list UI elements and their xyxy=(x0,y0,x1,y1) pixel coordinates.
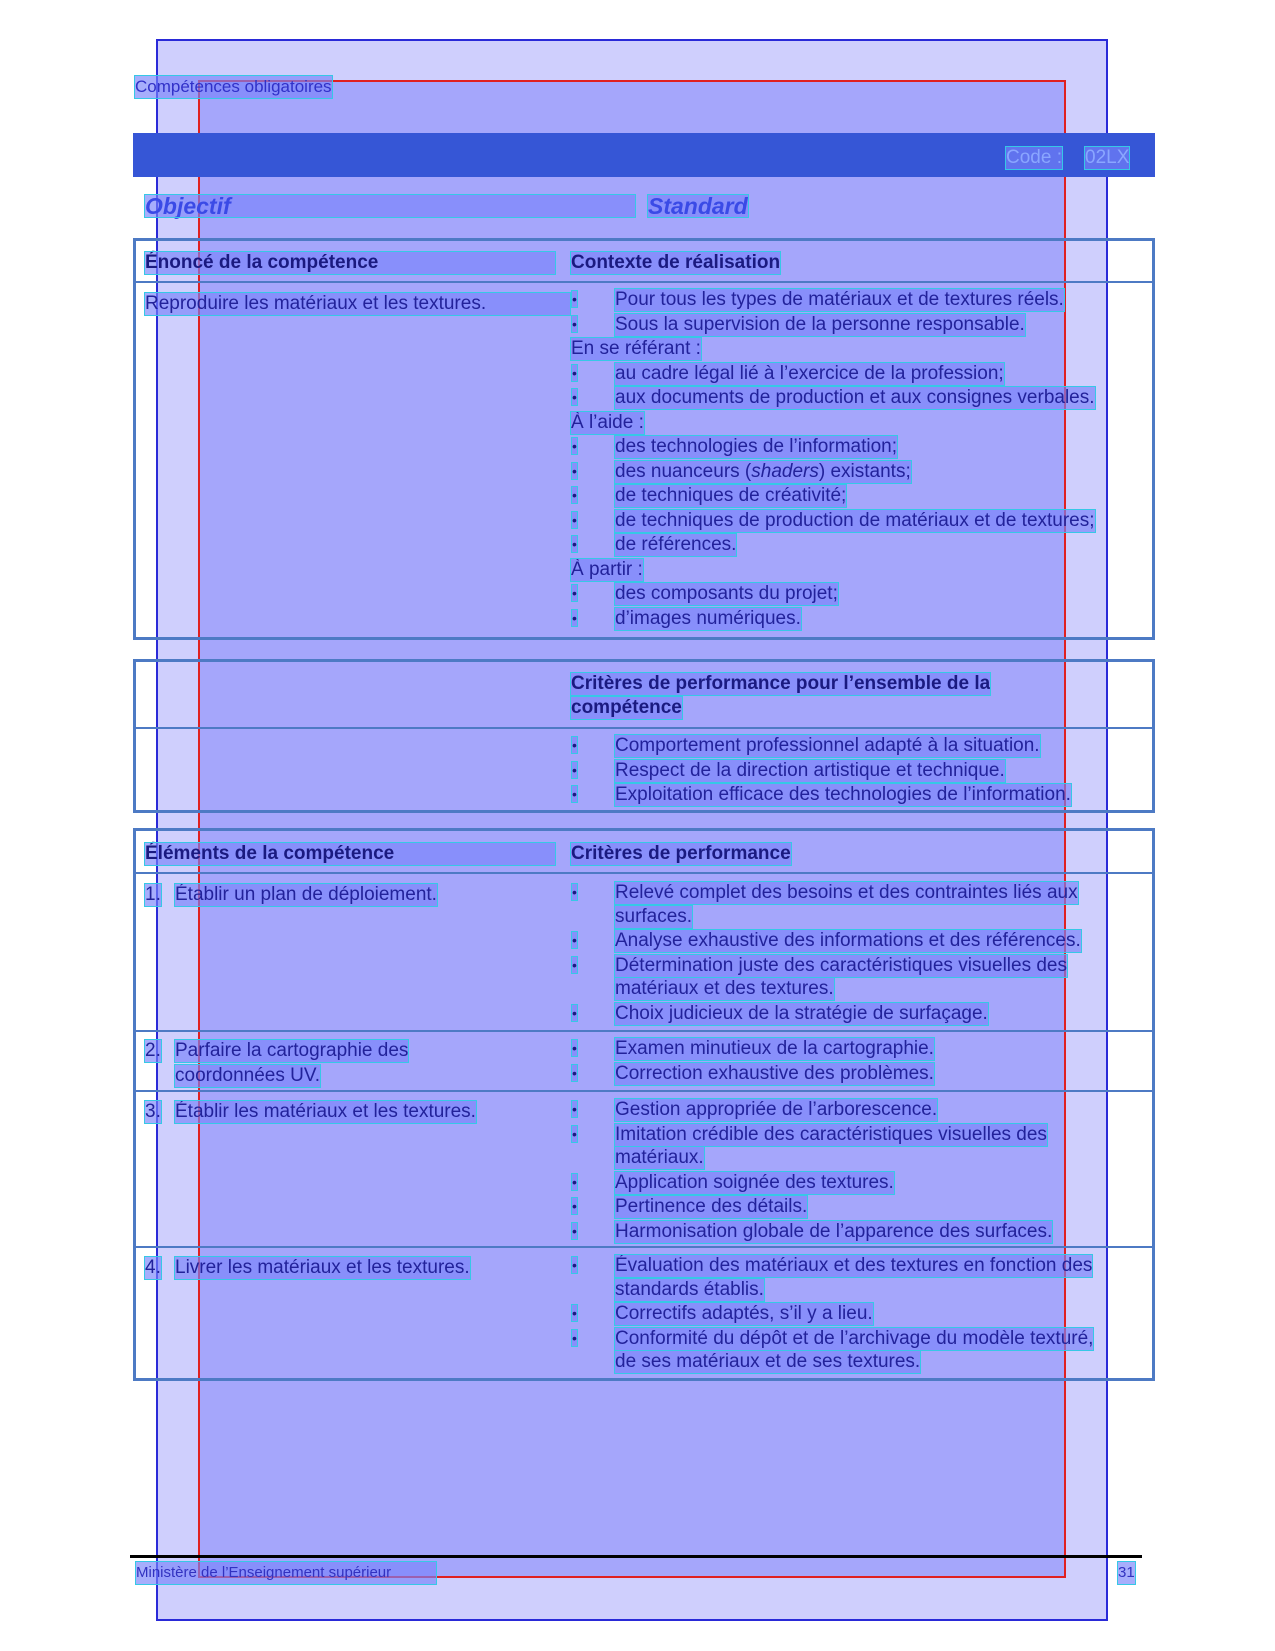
critere-item: Pertinence des détails. xyxy=(615,1196,808,1217)
elements-col-title: Éléments de la compétence xyxy=(145,843,555,865)
heading-objectif: Objectif xyxy=(145,195,635,217)
bullet-icon: • xyxy=(572,932,577,948)
contexte-subheading: À partir : xyxy=(571,558,643,580)
row-divider-3 xyxy=(133,1246,1155,1248)
critere-item: Conformité du dépôt et de l’archivage du modèle texturé, xyxy=(615,1327,1094,1349)
bullet-icon: • xyxy=(572,487,577,503)
critere-item: de ses matériaux et de ses textures. xyxy=(615,1351,921,1372)
element-label: Livrer les matériaux et les textures. xyxy=(175,1257,470,1278)
competence-statement: Reproduire les matériaux et les textures. xyxy=(145,293,570,315)
bullet-icon: • xyxy=(572,884,577,900)
bullet-icon: • xyxy=(572,364,577,381)
contexte-item: d’images numériques. xyxy=(615,607,801,629)
criteres-ensemble-item: Exploitation efficace des technologies de l’information. xyxy=(615,784,1071,805)
contexte-item: de techniques de production de matériaux et de textures; xyxy=(615,509,1095,531)
critere-item: Gestion appropriée de l’arborescence. xyxy=(615,1099,938,1120)
critere-item: Imitation crédible des caractéristiques visuelles des xyxy=(615,1123,1047,1145)
bullet-icon: • xyxy=(572,438,577,454)
bullet-icon: • xyxy=(572,1305,577,1321)
element-label: coordonnées UV. xyxy=(175,1064,321,1086)
critere-item: Examen minutieux de la cartographie. xyxy=(615,1038,934,1059)
code-label: Code : xyxy=(1006,147,1062,168)
bullet-icon: • xyxy=(572,1173,577,1190)
bullet-icon: • xyxy=(572,315,577,332)
critere-item: standards établis. xyxy=(615,1278,764,1300)
row-divider-1 xyxy=(133,1030,1155,1032)
criteres-ensemble-divider xyxy=(133,727,1155,729)
row-divider-2 xyxy=(133,1090,1155,1092)
bullet-icon: • xyxy=(572,1257,577,1273)
critere-item: Détermination juste des caractéristiques visuelles des xyxy=(615,954,1067,976)
contexte-col-title: Contexte de réalisation xyxy=(571,252,781,273)
bullet-icon: • xyxy=(572,761,577,778)
heading-standard: Standard xyxy=(648,193,748,219)
bullet-icon: • xyxy=(572,1329,577,1346)
criteres-ensemble-title-1: Critères de performance pour l’ensemble de la xyxy=(571,673,991,694)
bullet-icon: • xyxy=(572,1004,577,1021)
element-number: 2. xyxy=(145,1040,161,1061)
enonce-col-title: Énoncé de la compétence xyxy=(145,252,555,274)
critere-item: Analyse exhaustive des informations et des références. xyxy=(615,930,1081,951)
bullet-icon: • xyxy=(572,1064,577,1081)
critere-item: matériaux. xyxy=(615,1147,704,1168)
element-label: Établir les matériaux et les textures. xyxy=(175,1101,476,1122)
critere-item: Harmonisation globale de l’apparence des surfaces. xyxy=(615,1220,1053,1242)
element-number: 1. xyxy=(145,884,161,905)
contexte-item: au cadre légal lié à l’exercice de la profession; xyxy=(615,362,1004,384)
bullet-icon: • xyxy=(572,511,577,528)
section-title: Compétences obligatoires xyxy=(135,77,332,96)
bullet-icon: • xyxy=(572,737,577,753)
elements-header-divider xyxy=(133,872,1155,874)
bullet-icon: • xyxy=(572,786,577,802)
contexte-subheading: En se référant : xyxy=(571,338,701,359)
footer-ministry: Ministère de l’Enseignement supérieur xyxy=(136,1562,436,1584)
element-label: Établir un plan de déploiement. xyxy=(175,884,437,905)
criteres-col-title: Critères de performance xyxy=(571,843,791,864)
code-banner xyxy=(133,133,1155,177)
contexte-item-emphasis: shaders xyxy=(751,460,819,482)
critere-item: Évaluation des matériaux et des textures en fonction des xyxy=(615,1255,1093,1276)
criteres-ensemble-item: Comportement professionnel adapté à la situation. xyxy=(615,735,1040,756)
contexte-item: des composants du projet; xyxy=(615,583,838,604)
critere-item: Application soignée des textures. xyxy=(615,1171,894,1193)
bullet-icon: • xyxy=(572,1040,577,1056)
contexte-subheading: À l’aide : xyxy=(571,411,644,433)
bullet-icon: • xyxy=(572,1222,577,1239)
bullet-icon: • xyxy=(572,585,577,601)
page-number: 31 xyxy=(1118,1562,1135,1584)
footer-rule xyxy=(130,1555,1142,1558)
contexte-item: de techniques de créativité; xyxy=(615,485,847,506)
critere-item: Correctifs adaptés, s’il y a lieu. xyxy=(615,1303,873,1324)
bullet-icon: • xyxy=(572,1198,577,1214)
contexte-item: de références. xyxy=(615,534,737,555)
bullet-icon: • xyxy=(572,462,577,479)
element-number: 3. xyxy=(145,1101,161,1122)
critere-item: Correction exhaustive des problèmes. xyxy=(615,1062,934,1084)
contexte-item: des technologies de l’information; xyxy=(615,436,898,457)
enonce-header-divider xyxy=(133,281,1155,283)
critere-item: matériaux et des textures. xyxy=(615,978,834,999)
element-label: Parfaire la cartographie des xyxy=(175,1040,409,1061)
bullet-icon: • xyxy=(572,956,577,973)
criteres-ensemble-item: Respect de la direction artistique et technique. xyxy=(615,759,1005,781)
contexte-item: Sous la supervision de la personne responsable. xyxy=(615,313,1025,335)
bullet-icon: • xyxy=(572,1101,577,1117)
critere-item: Choix judicieux de la stratégie de surfaçage. xyxy=(615,1002,988,1024)
code-value: 02LX xyxy=(1085,147,1130,168)
bullet-icon: • xyxy=(572,1125,577,1142)
bullet-icon: • xyxy=(572,291,577,307)
element-number: 4. xyxy=(145,1257,161,1278)
contexte-item: Pour tous les types de matériaux et de textures réels. xyxy=(615,289,1064,310)
bullet-icon: • xyxy=(572,389,577,405)
criteres-ensemble-title-2: compétence xyxy=(571,697,682,718)
bullet-icon: • xyxy=(572,536,577,552)
contexte-item: des nuanceurs (shaders) existants; xyxy=(615,460,911,482)
bullet-icon: • xyxy=(572,609,577,626)
critere-item: Relevé complet des besoins et des contraintes liés aux xyxy=(615,882,1078,903)
contexte-item: aux documents de production et aux consignes verbales. xyxy=(615,387,1095,408)
critere-item: surfaces. xyxy=(615,905,693,927)
